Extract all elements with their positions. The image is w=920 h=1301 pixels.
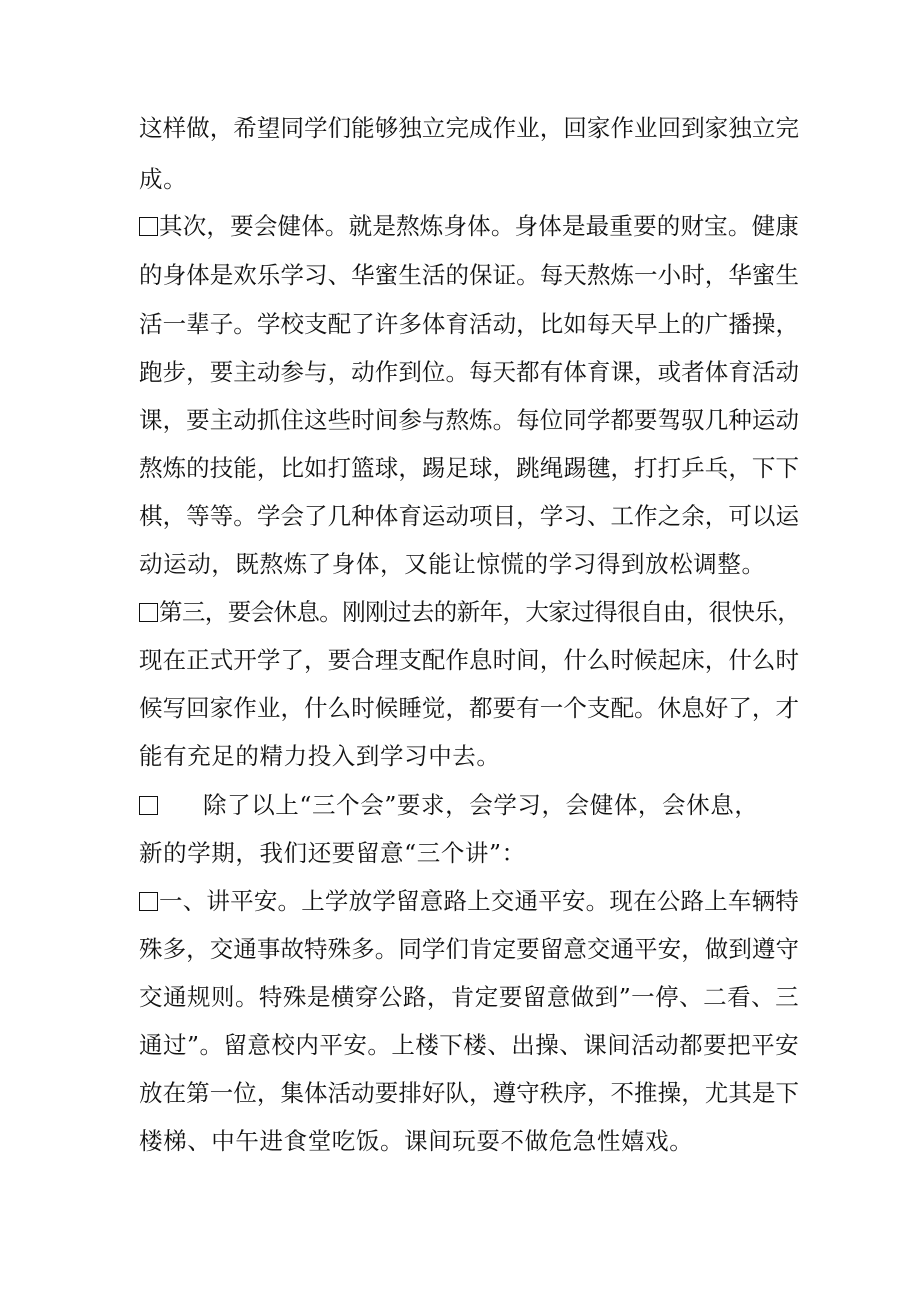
text-line: 新的学期，我们还要留意“三个讲”： — [139, 839, 526, 867]
text-line: 放在第一位，集体活动要排好队，遵守秩序，不推操，尤其是下 — [139, 1079, 799, 1107]
paragraph-start-line: 除了以上“三个会”要求，会学习，会健体，会休息， — [139, 785, 799, 825]
text-line: 棋，等等。学会了几种体育运动项目，学习、工作之余，可以运 — [139, 502, 799, 530]
text-line: 能有充足的精力投入到学习中去。 — [139, 742, 501, 770]
text-line: 课，要主动抓住这些时间参与熬炼。每位同学都要驾驭几种运动 — [139, 406, 799, 434]
text-line: 楼梯、中午进食堂吃饭。课间玩耍不做危急性嬉戏。 — [139, 1127, 694, 1155]
text-line: 殊多，交通事故特殊多。同学们肯定要留意交通平安，做到遵守 — [139, 935, 799, 963]
text-line: 的身体是欢乐学习、华蜜生活的保证。每天熬炼一小时，华蜜生 — [139, 261, 799, 289]
checkbox-marker-icon — [139, 603, 158, 622]
text-line: 候写回家作业，什么时候睡觉，都要有一个支配。休息好了，才 — [139, 694, 799, 722]
text-line: 熬炼的技能，比如打篮球，踢足球，跳绳踢毽，打打乒乓，下下 — [139, 454, 799, 482]
paragraph-start-line: 一、讲平安。上学放学留意路上交通平安。现在公路上车辆特 — [139, 881, 799, 921]
paragraph-start-line: 其次，要会健体。就是熬炼身体。身体是最重要的财宝。健康 — [139, 206, 799, 246]
checkbox-marker-icon — [139, 892, 158, 911]
checkbox-marker-icon — [139, 217, 158, 236]
paragraph-start-line: 第三，要会休息。刚刚过去的新年，大家过得很自由，很快乐， — [139, 592, 799, 632]
text-line: 动运动，既熬炼了身体，又能让惊慌的学习得到放松调整。 — [139, 550, 766, 578]
checkbox-marker-icon — [139, 796, 158, 815]
text-line: 通过”。留意校内平安。上楼下楼、出操、课间活动都要把平安 — [139, 1031, 799, 1059]
text-line: 这样做，希望同学们能够独立完成作业，回家作业回到家独立完 — [139, 114, 799, 142]
text-line: 活一辈子。学校支配了许多体育活动，比如每天早上的广播操， — [139, 310, 799, 338]
text-line: 交通规则。特殊是横穿公路，肯定要留意做到”一停、二看、三 — [139, 983, 799, 1011]
text-line: 成。 — [139, 165, 188, 193]
text-line: 现在正式开学了，要合理支配作息时间，什么时候起床，什么时 — [139, 646, 799, 674]
text-line: 跑步，要主动参与，动作到位。每天都有体育课，或者体育活动 — [139, 358, 799, 386]
